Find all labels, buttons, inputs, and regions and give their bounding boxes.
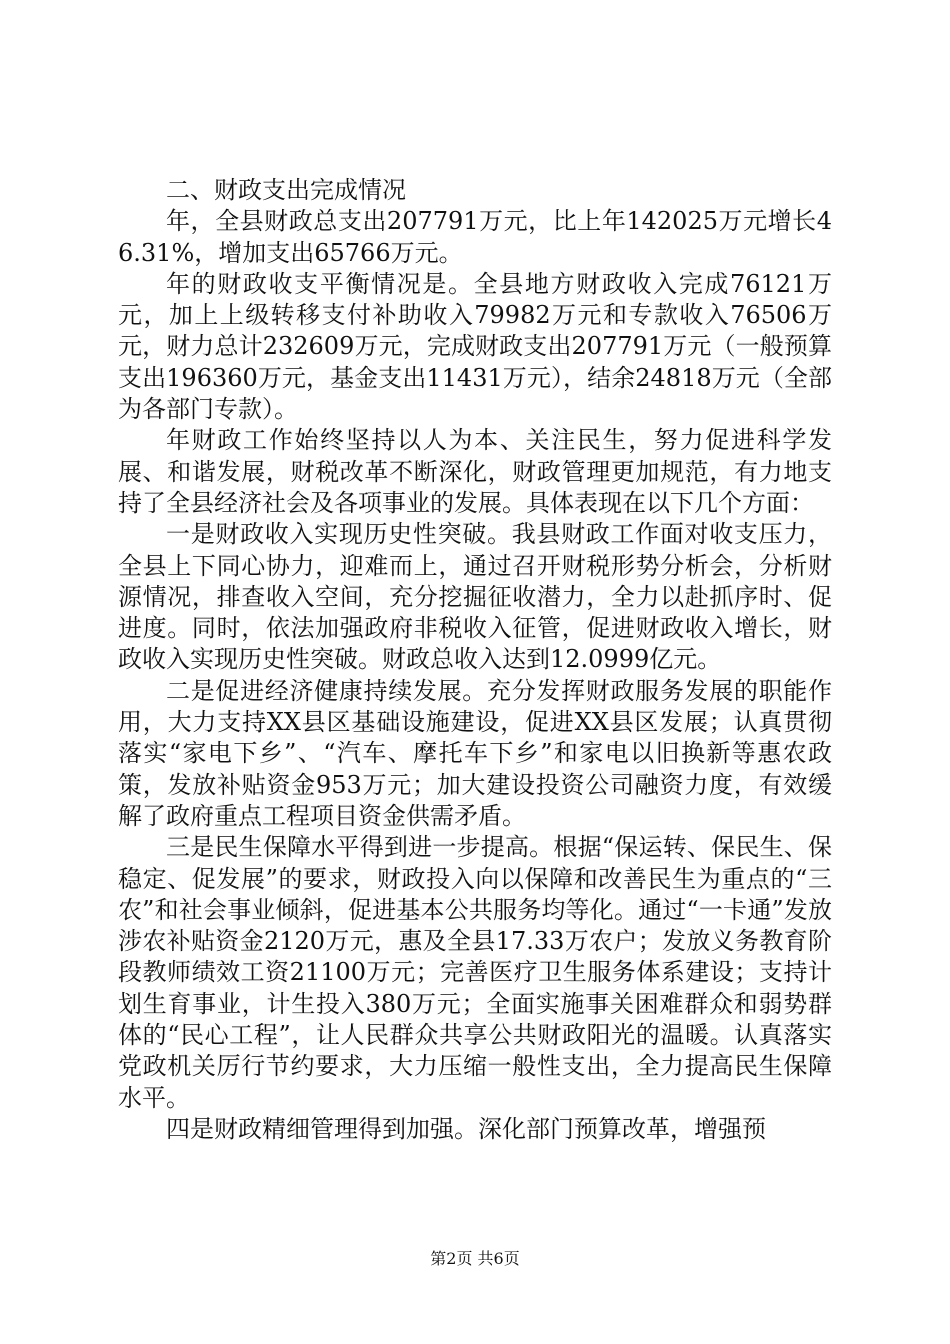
paragraph-overview: 年财政工作始终坚持以人为本、关注民生，努力促进科学发展、和谐发展，财税改革不断深化，财政管理更加规范，有力地支持了全县经济社会及各项事业的发展。具体表现在以下几个方面： — [118, 426, 832, 517]
document-body — [118, 175, 832, 1145]
paragraph-fine-management: 四是财政精细管理得到加强。深化部门预算改革，增强预 — [166, 1114, 766, 1143]
paragraph-economic-development: 二是促进经济健康持续发展。充分发挥财政服务发展的职能作用，大力支持XX县区基础设施建设，促进XX县区发展；认真贯彻落实“家电下乡”、“汽车、摩托车下乡”和家电以旧换新等惠农政策，发放补贴资金953万元；加大建设投资公司融资力度，有效缓解了政府重点工程项目资金供需矛盾。 — [118, 676, 832, 830]
paragraph-revenue-breakthrough: 一是财政收入实现历史性突破。我县财政工作面对收支压力，全县上下同心协力，迎难而上，通过召开财税形势分析会，分析财源情况，排查收入空间，充分挖掘征收潜力，全力以赴抓序时、促进度。同时，依法加强政府非税收入征管，促进财政收入增长，财政收入实现历史性突破。财政总收入达到12.0999亿元。 — [118, 520, 832, 674]
page-number-footer: 第2页 共6页 — [430, 1249, 520, 1268]
paragraph-total-expenditure: 年，全县财政总支出207791万元，比上年142025万元增长46.31%，增加支出65766万元。 — [118, 207, 832, 267]
paragraph-balance: 年的财政收支平衡情况是。全县地方财政收入完成76121万元，加上上级转移支付补助收入79982万元和专款收入76506万元，财力总计232609万元，完成财政支出207791万元（一般预算支出196360万元，基金支出11431万元），结余24818万元（全部为各部门专款）。 — [118, 269, 832, 424]
section-heading: 二、财政支出完成情况 — [166, 176, 406, 204]
paragraph-livelihood: 三是民生保障水平得到进一步提高。根据“保运转、保民生、保稳定、促发展”的要求，财政投入向以保障和改善民生为重点的“三农”和社会事业倾斜，促进基本公共服务均等化。通过“一卡通”发放涉农补贴资金2120万元，惠及全县17.33万农户；发放义务教育阶段教师绩效工资21100万元；完善医疗卫生服务体系建设；支持计划生育事业，计生投入380万元；全面实施事关困难群众和弱势群体的“民心工程”，让人民群众共享公共财政阳光的温暖。认真落实党政机关厉行节约要求，大力压缩一般性支出，全力提高民生保障水平。 — [118, 833, 832, 1112]
